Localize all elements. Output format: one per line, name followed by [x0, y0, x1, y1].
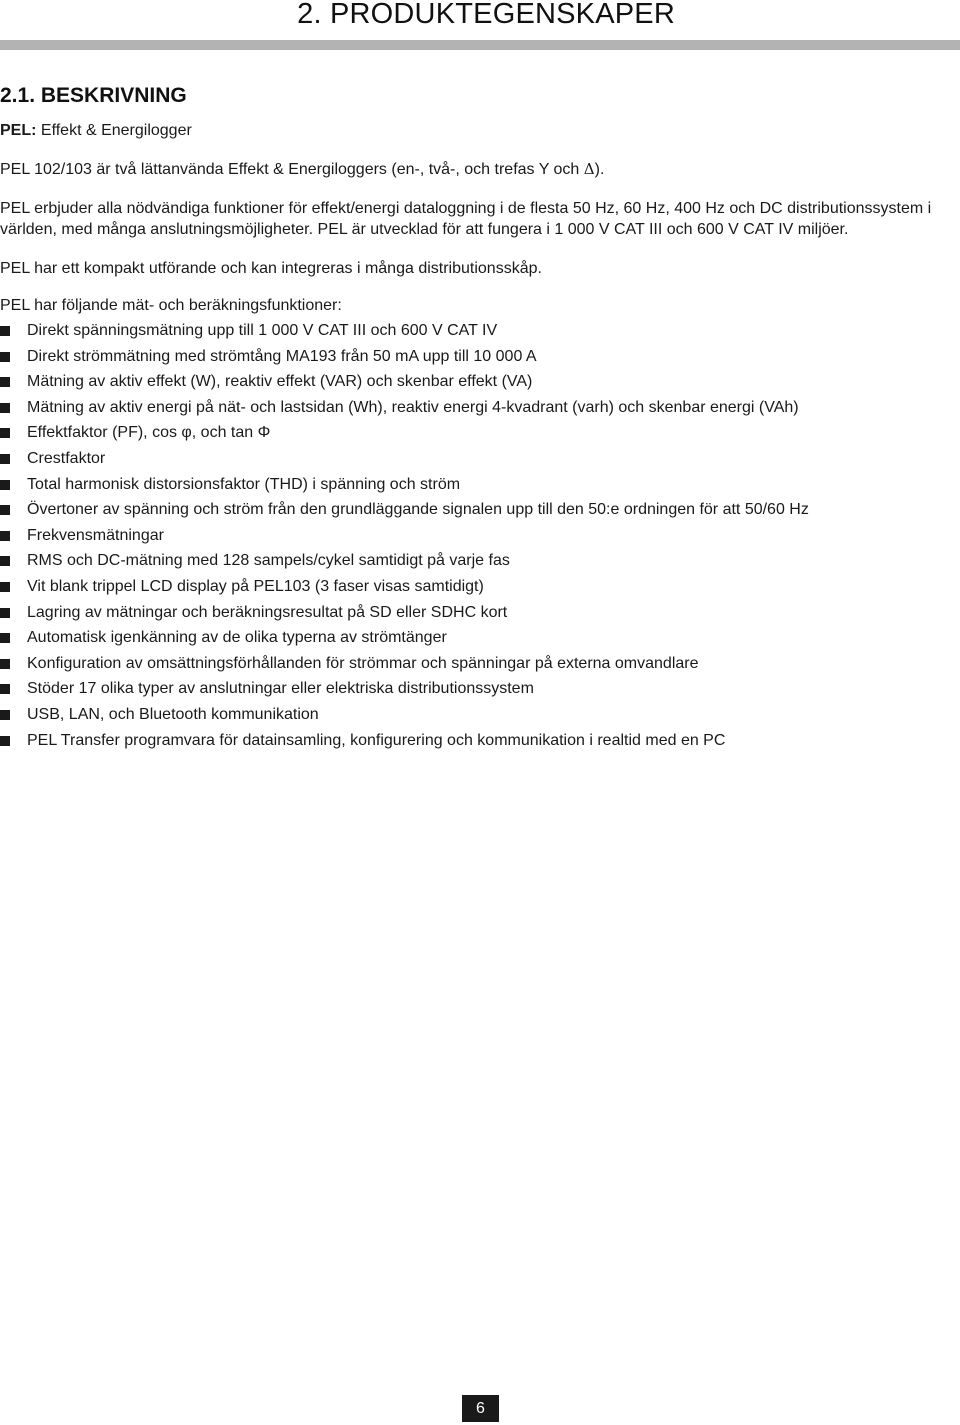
feature-text: Effektfaktor (PF), cos φ, och tan Φ	[27, 424, 271, 442]
list-item	[0, 318, 940, 344]
header-divider-bar	[0, 40, 960, 50]
intro-text-end: ).	[594, 161, 605, 178]
square-bullet-icon	[0, 454, 10, 464]
product-label: PEL:	[0, 122, 37, 139]
square-bullet-icon	[0, 736, 10, 746]
page-number: 6	[462, 1395, 499, 1422]
list-item	[0, 676, 940, 702]
feature-text: Övertoner av spänning och ström från den grundläggande signalen upp till den 50:e ordningen för att 50/60 Hz	[27, 501, 809, 519]
list-item	[0, 523, 940, 549]
square-bullet-icon	[0, 633, 10, 643]
list-item	[0, 472, 940, 498]
feature-text: USB, LAN, och Bluetooth kommunikation	[27, 705, 319, 723]
feature-text: Total harmonisk distorsionsfaktor (THD) i spänning och ström	[27, 475, 461, 493]
feature-text: RMS och DC-mätning med 128 sampels/cykel samtidigt på varje fas	[27, 552, 510, 570]
square-bullet-icon	[0, 352, 10, 362]
feature-text: Konfiguration av omsättningsförhållanden för strömmar och spänningar på externa omvandlare	[27, 654, 699, 672]
square-bullet-icon	[0, 480, 10, 490]
list-item	[0, 728, 940, 754]
feature-text: Lagring av mätningar och beräkningsresultat på SD eller SDHC kort	[27, 603, 508, 621]
feature-text: Mätning av aktiv effekt (W), reaktiv effekt (VAR) och skenbar effekt (VA)	[27, 373, 533, 391]
square-bullet-icon	[0, 531, 10, 541]
list-item	[0, 548, 940, 574]
feature-list	[0, 318, 940, 753]
intro-text: PEL 102/103 är två lättanvända Effekt & Energiloggers (en-, två-, och trefas Y och	[0, 161, 584, 178]
list-item	[0, 446, 940, 472]
list-item	[0, 497, 940, 523]
square-bullet-icon	[0, 710, 10, 720]
feature-text: Automatisk igenkänning av de olika typerna av strömtänger	[27, 629, 447, 647]
square-bullet-icon	[0, 582, 10, 592]
feature-text: Vit blank trippel LCD display på PEL103 (3 faser visas samtidigt)	[27, 577, 484, 595]
chapter-title: 2. PRODUKTEGENSKAPER	[297, 0, 675, 30]
square-bullet-icon	[0, 377, 10, 387]
square-bullet-icon	[0, 659, 10, 669]
product-description: Effekt & Energilogger	[36, 122, 192, 139]
delta-symbol: Δ	[583, 160, 595, 178]
list-item	[0, 600, 940, 626]
feature-text: Crestfaktor	[27, 449, 106, 467]
list-item	[0, 420, 940, 446]
square-bullet-icon	[0, 326, 10, 336]
list-item	[0, 395, 940, 421]
list-item	[0, 574, 940, 600]
intro-paragraph	[0, 159, 940, 180]
square-bullet-icon	[0, 505, 10, 515]
list-item	[0, 651, 940, 677]
feature-text: Frekvensmätningar	[27, 526, 164, 544]
square-bullet-icon	[0, 403, 10, 413]
compact-paragraph: PEL har ett kompakt utförande och kan integreras i många distributionsskåp.	[0, 260, 542, 277]
square-bullet-icon	[0, 684, 10, 694]
page-content	[0, 120, 940, 753]
square-bullet-icon	[0, 556, 10, 566]
square-bullet-icon	[0, 428, 10, 438]
feature-text: Direkt spänningsmätning upp till 1 000 V CAT III och 600 V CAT IV	[27, 322, 498, 339]
list-item	[0, 344, 940, 370]
features-lead: PEL har följande mät- och beräkningsfunktioner:	[0, 297, 342, 314]
list-item	[0, 625, 940, 651]
product-subtitle	[0, 120, 940, 141]
feature-text: PEL Transfer programvara för datainsamling, konfigurering och kommunikation i realtid med en PC	[27, 731, 726, 749]
list-item	[0, 702, 940, 728]
square-bullet-icon	[0, 608, 10, 618]
feature-text: Stöder 17 olika typer av anslutningar eller elektriska distributionssystem	[27, 680, 534, 698]
description-paragraph: PEL erbjuder alla nödvändiga funktioner för effekt/energi dataloggning i de flesta 50 Hz, 60 Hz, 400 Hz och DC distributionssystem i världen, med många anslutningsmöjligheter. PEL är utvecklad för att fungera i 1 000 V CAT III och 600 V CAT IV miljöer.	[0, 200, 932, 238]
feature-text: Direkt strömmätning med strömtång MA193 från 50 mA upp till 10 000 A	[27, 347, 537, 365]
section-title: 2.1. BESKRIVNING	[0, 84, 187, 107]
feature-text: Mätning av aktiv energi på nät- och lastsidan (Wh), reaktiv energi 4-kvadrant (varh) och skenbar energi (VAh)	[27, 398, 799, 416]
list-item	[0, 369, 940, 395]
